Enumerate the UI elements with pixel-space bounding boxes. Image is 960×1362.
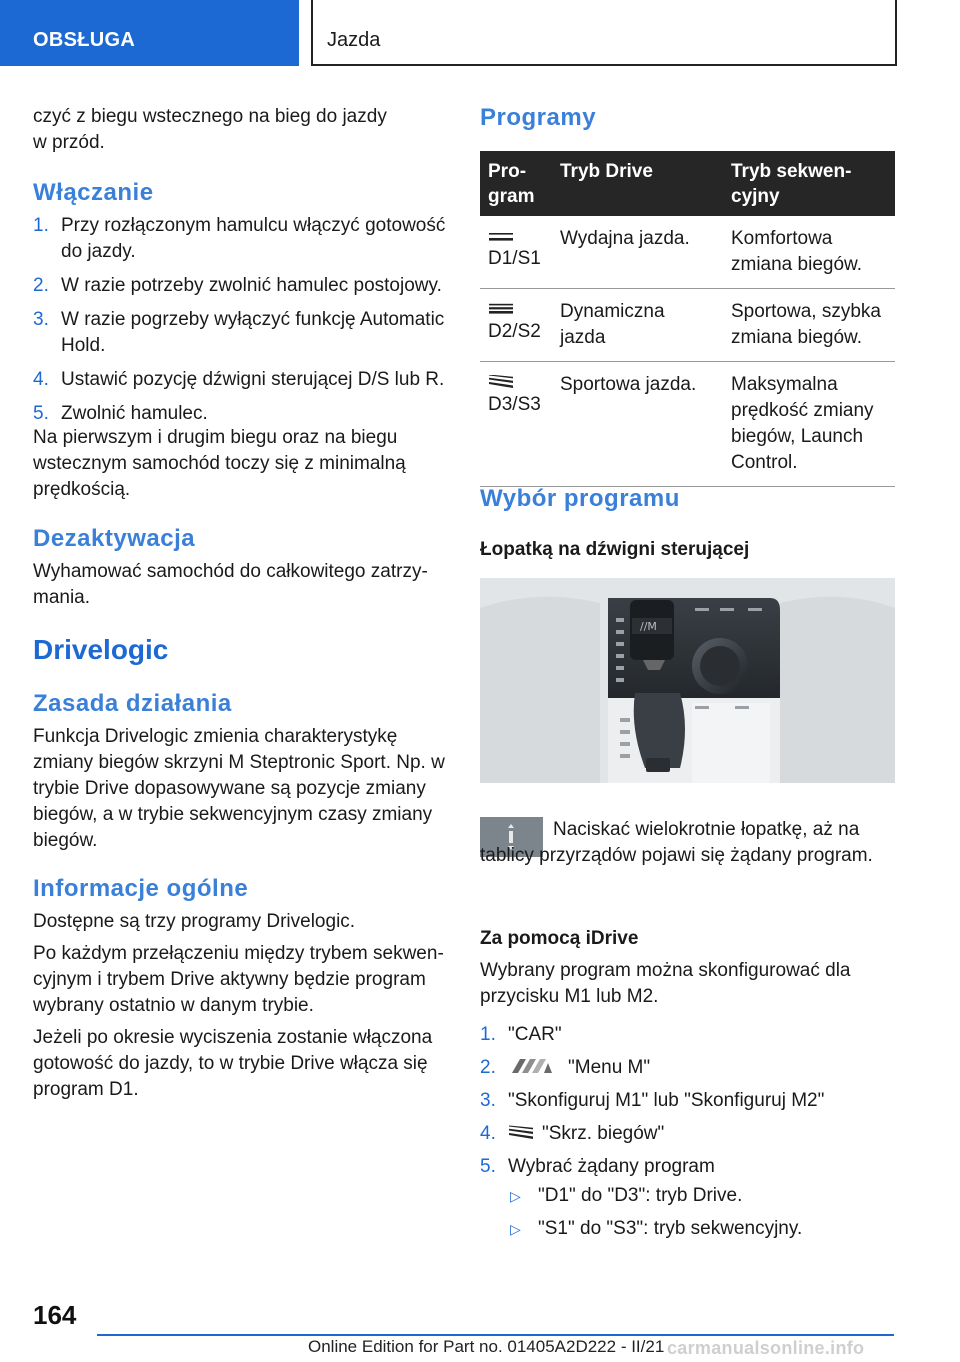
steps-idrive bbox=[480, 1022, 895, 1187]
list-item: 5. Zwolnić hamulec. bbox=[33, 403, 208, 424]
chapter-tab bbox=[311, 0, 897, 66]
informacje-p1: Dostępne są trzy programy Drivelogic. bbox=[33, 911, 356, 932]
sequential-cell: Sportowa, szybka zmiana biegów. bbox=[723, 289, 895, 362]
heading-informacje: Informacje ogólne bbox=[33, 875, 249, 902]
drivelogic-level-3-icon bbox=[488, 375, 514, 390]
m-logo-icon bbox=[508, 1057, 560, 1075]
section-tab bbox=[0, 0, 299, 66]
gear-selector-photo bbox=[480, 578, 895, 783]
paddle-text: Naciskać wielokrotnie łopatkę, aż na tablicy przyrządów pojawi się żądany program. bbox=[480, 819, 873, 866]
list-item: ▷ "S1" do "S3": tryb sekwencyjny. bbox=[510, 1218, 803, 1239]
table-row bbox=[480, 216, 895, 289]
col-header-drive: Tryb Drive bbox=[552, 151, 723, 216]
note-text: Na pierwszym i drugim biegu oraz na biegu wstecznym samochód toczy się z minimalną prędkością. bbox=[33, 427, 406, 500]
drive-cell: Dynamiczna jazda bbox=[552, 289, 723, 362]
heading-drivelogic: Drivelogic bbox=[33, 634, 169, 665]
heading-dezaktywacja: Dezaktywacja bbox=[33, 525, 196, 552]
drivelogic-level-1-icon bbox=[488, 229, 514, 244]
heading-wybor: Wybór programu bbox=[480, 485, 680, 512]
list-item: 3. W razie pogrzeby wyłączyć funkcję Automatic Hold. bbox=[33, 309, 445, 356]
list-item: 2. W razie potrzeby zwolnić hamulec postojowy. bbox=[33, 275, 442, 296]
table-row bbox=[480, 362, 895, 487]
svg-text://M: //M bbox=[640, 620, 657, 633]
list-item: 4. Ustawić pozycję dźwigni sterującej D/S lub R. bbox=[33, 369, 445, 390]
drive-cell: Wydajna jazda. bbox=[552, 216, 723, 289]
program-cell: D1/S1 bbox=[480, 216, 552, 289]
steps-wlaczanie bbox=[33, 213, 447, 427]
program-cell: D2/S2 bbox=[480, 289, 552, 362]
section-title: OBSŁUGA bbox=[33, 29, 136, 51]
col-header-program: Program bbox=[480, 151, 552, 216]
drive-cell: Sportowa jazda. bbox=[552, 362, 723, 487]
list-item: ▷ "D1" do "D3": tryb Drive. bbox=[510, 1185, 743, 1206]
chapter-title: Jazda bbox=[327, 29, 381, 51]
list-item: 1. "CAR" bbox=[480, 1024, 562, 1045]
subheading-idrive: Za pomocą iDrive bbox=[480, 928, 639, 949]
list-item: 3. "Skonfiguruj M1" lub "Skonfiguruj M2" bbox=[480, 1090, 825, 1111]
gear-selector-illustration bbox=[480, 578, 895, 783]
zasada-text: Funkcja Drivelogic zmienia charakterystykę zmiany biegów skrzyni M Steptronic Sport. Np. w trybie Drive dopasowywane są pozycje zmiany biegów, a w trybie sekwencyjnym czasy zmiany biegów. bbox=[33, 726, 445, 851]
program-cell: D3/S3 bbox=[480, 362, 552, 487]
paddle-instruction bbox=[480, 817, 895, 885]
table-header-row bbox=[480, 151, 895, 216]
heading-programy: Programy bbox=[480, 104, 597, 131]
list-item: 1. Przy rozłączonym hamulcu włączyć gotowość do jazdy. bbox=[33, 215, 446, 262]
heading-wlaczanie: Włączanie bbox=[33, 179, 154, 206]
sequential-cell: Maksymalna prędkość zmiany biegów, Launch Control. bbox=[723, 362, 895, 487]
list-item: 4. "Skrz. biegów" bbox=[480, 1123, 665, 1144]
col-header-sequential: Tryb sekwencyjny bbox=[723, 151, 895, 216]
table-row bbox=[480, 289, 895, 362]
sequential-cell: Komfortowa zmiana biegów. bbox=[723, 216, 895, 289]
list-item: 2. "Menu M" bbox=[480, 1057, 651, 1078]
intro-text: czyć z biegu wstecznego na bieg do jazdy w przód. bbox=[33, 106, 387, 153]
edition-text: Online Edition for Part no. 01405A2D222 - II/21 bbox=[308, 1337, 665, 1356]
heading-zasada: Zasada działania bbox=[33, 690, 232, 717]
dezaktywacja-text: Wyhamować samochód do całkowitego zatrzymania. bbox=[33, 561, 428, 608]
drivelogic-icon bbox=[508, 1125, 534, 1141]
subheading-paddle: Łopatką na dźwigni sterującej bbox=[480, 539, 750, 560]
page-number: 164 bbox=[33, 1300, 77, 1330]
informacje-p3: Jeżeli po okresie wyciszenia zostanie włączona gotowość do jazdy, to w trybie Drive włącza się program D1. bbox=[33, 1027, 433, 1100]
programs-table bbox=[480, 151, 895, 487]
substeps-idrive bbox=[480, 1183, 895, 1242]
idrive-text: Wybrany program można skonfigurować dla przycisku M1 lub M2. bbox=[480, 960, 851, 1007]
watermark-text: carmanualsonline.info bbox=[667, 1338, 865, 1358]
list-item: 5. Wybrać żądany program bbox=[480, 1156, 715, 1177]
informacje-p2: Po każdym przełączeniu między trybem sekwencyjnym i trybem Drive aktywny będzie program wybrany ostatnio w danym trybie. bbox=[33, 943, 444, 1016]
drivelogic-level-2-icon bbox=[488, 302, 514, 317]
footer-divider bbox=[97, 1334, 894, 1336]
